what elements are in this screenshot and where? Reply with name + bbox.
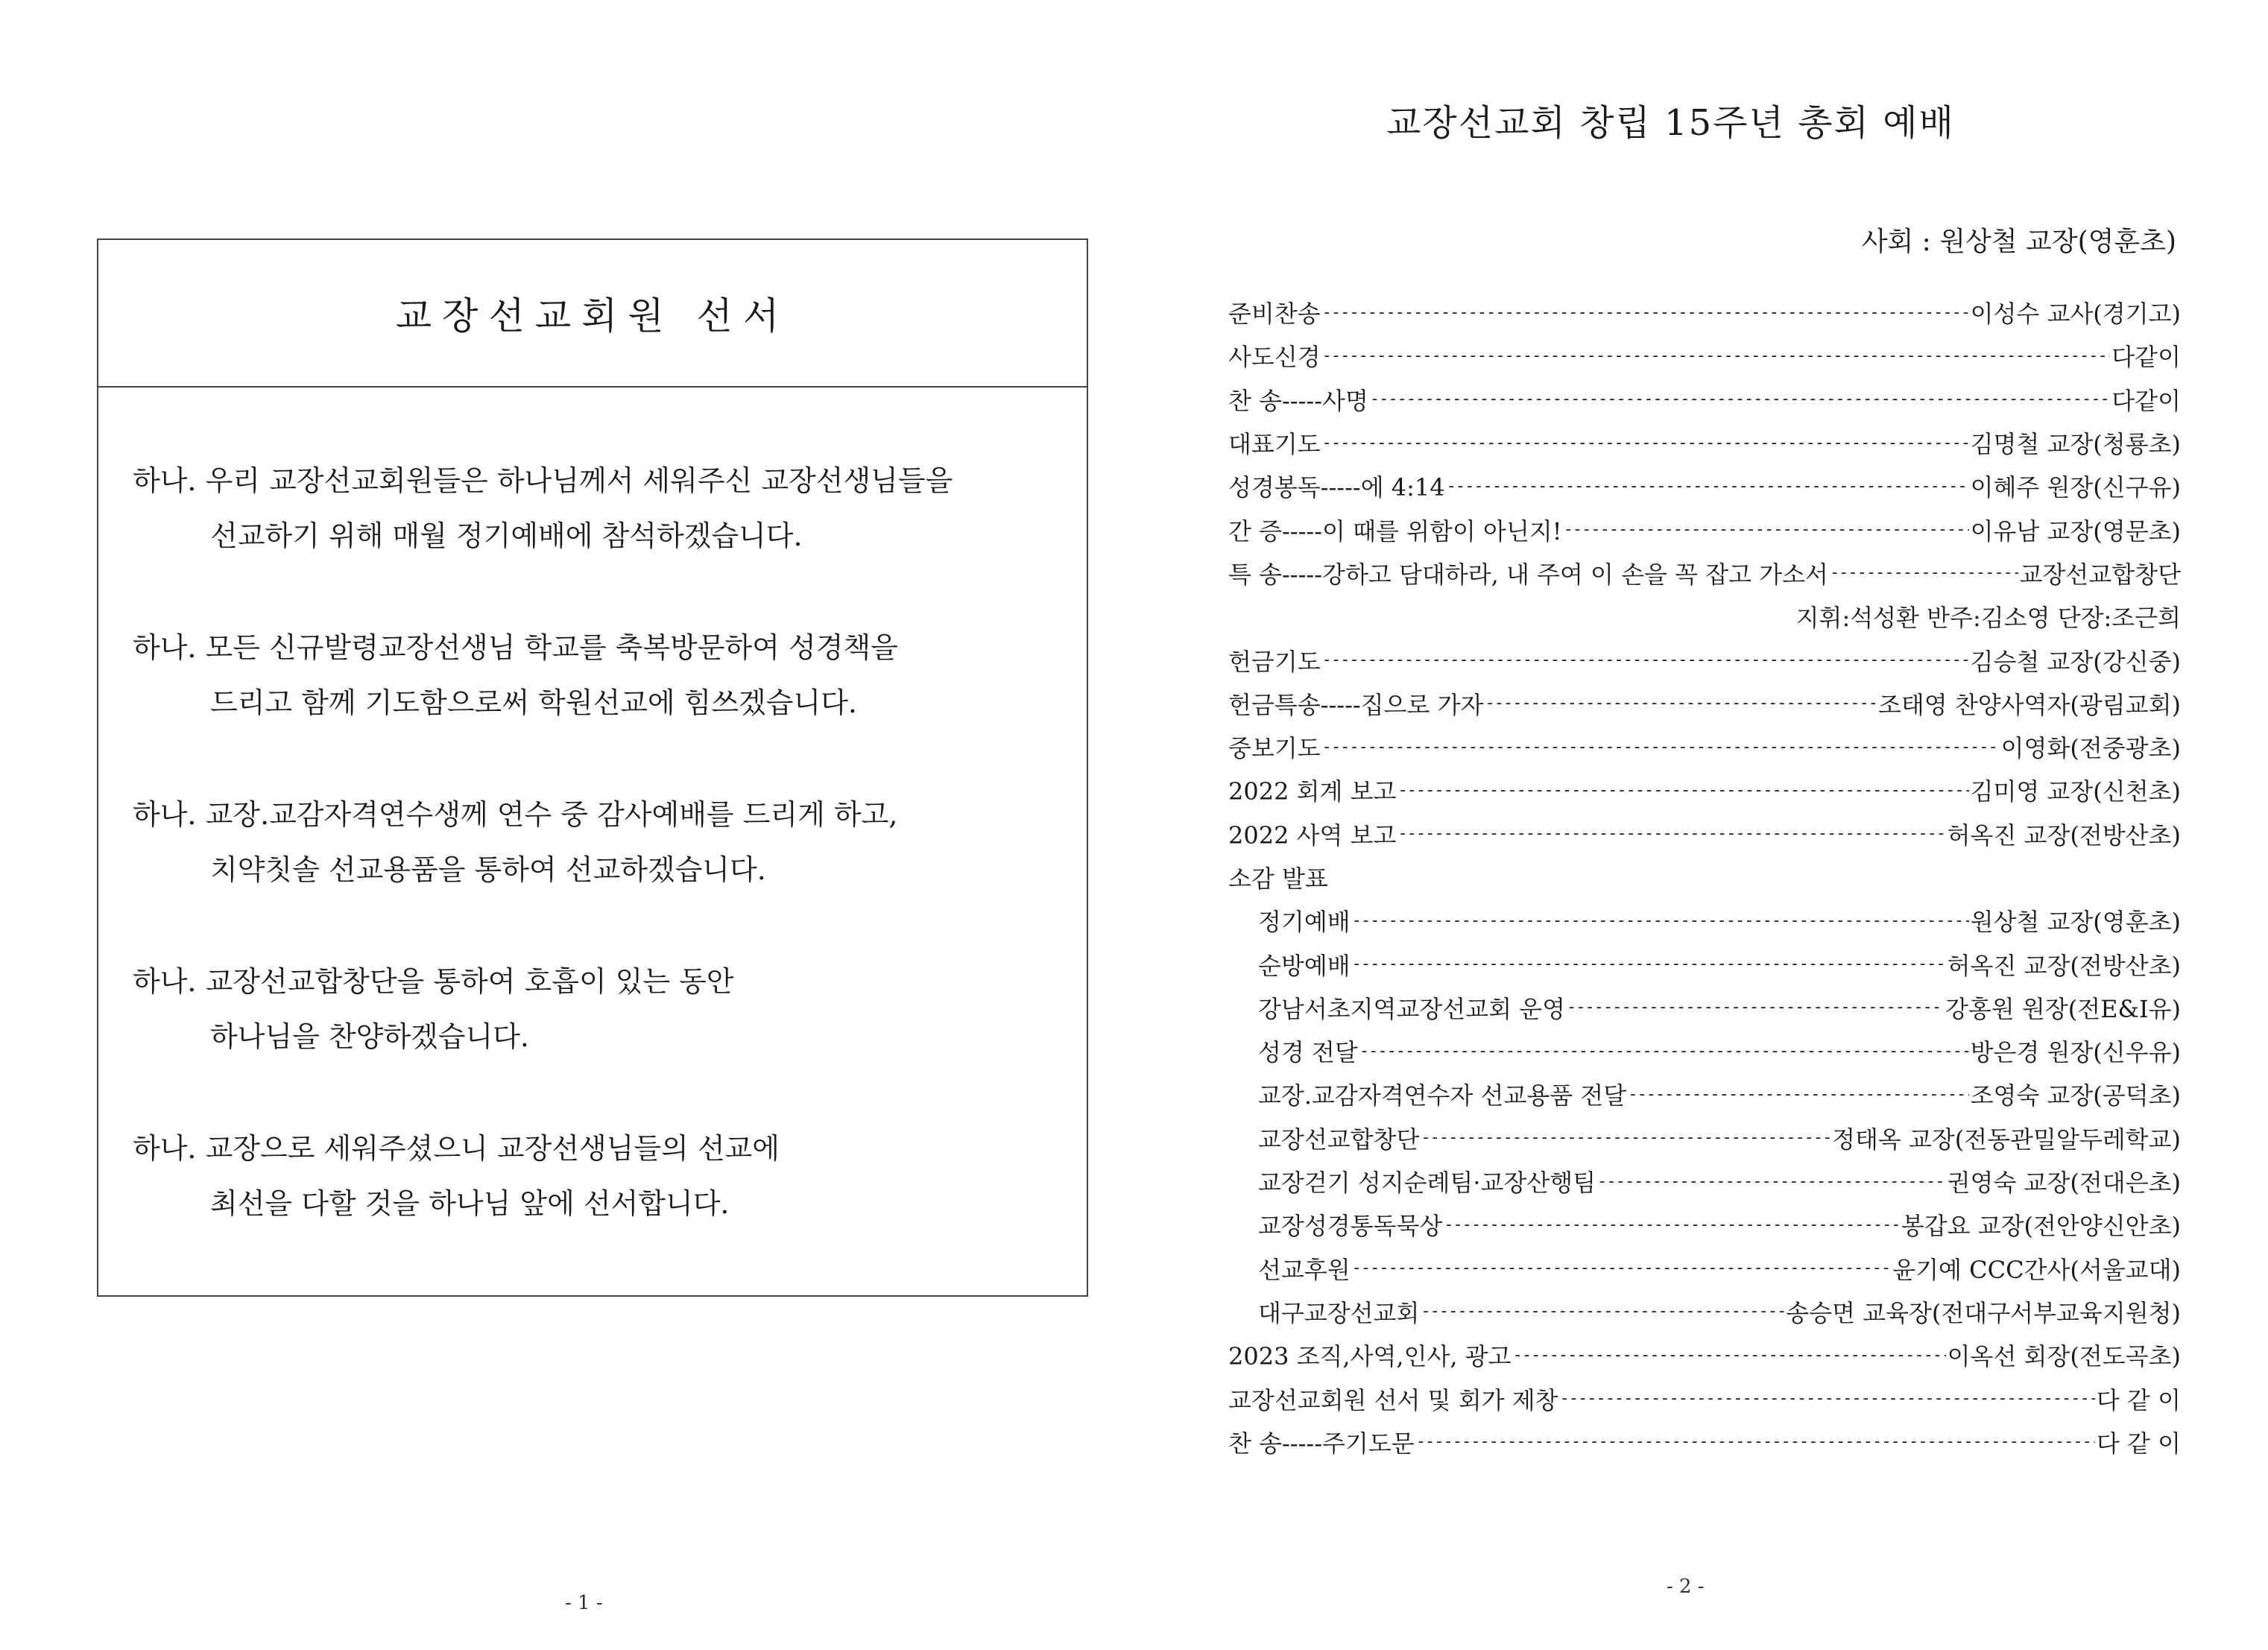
program-row bbox=[1228, 1420, 2181, 1464]
host-line: 사회 : 원상철 교장(영훈초) bbox=[1861, 227, 2176, 257]
dash-leader bbox=[1352, 911, 1969, 930]
program-item-label: 교장선교회원 선서 및 회가 제창 bbox=[1228, 1385, 1558, 1414]
program-item-label: 성경 전달 bbox=[1258, 1038, 1358, 1067]
program-row bbox=[1228, 1116, 2181, 1160]
program-item-person: 정태옥 교장(전동관밀알두레학교) bbox=[1832, 1125, 2181, 1154]
program-title: 교장선교회 창립 15주년 총회 예배 bbox=[1386, 102, 1955, 144]
pledge-line: 하나. 교장선교합창단을 통하여 호흡이 있는 동안 bbox=[133, 965, 734, 998]
program-item-label: 강남서초지역교장선교회 운영 bbox=[1258, 994, 1566, 1023]
program-row bbox=[1228, 464, 2181, 508]
program-item-label: 순방예배 bbox=[1258, 951, 1351, 980]
program-item-label: 대표기도 bbox=[1228, 430, 1321, 459]
program-item-person: 다같이 bbox=[2111, 343, 2181, 372]
dash-leader bbox=[1322, 347, 2111, 365]
program-row bbox=[1228, 378, 2181, 421]
program-row bbox=[1228, 1029, 2181, 1072]
program-item-person: 교장선교합창단 bbox=[2019, 560, 2181, 589]
program-item-label: 찬 송-----주기도문 bbox=[1228, 1429, 1415, 1458]
program-item-person: 허옥진 교장(전방산초) bbox=[1947, 951, 2181, 980]
program-item-person: 이혜주 원장(신구유) bbox=[1970, 473, 2181, 502]
program-item-label: 교장성경통독묵상 bbox=[1258, 1212, 1443, 1241]
program-item-person: 봉갑요 교장(전안양신안초) bbox=[1901, 1212, 2181, 1241]
program-item-person: 지휘:석성환 반주:김소영 단장:조근희 bbox=[1795, 604, 2181, 633]
program-row bbox=[1228, 899, 2181, 942]
dash-leader bbox=[1416, 1432, 2095, 1451]
program-row bbox=[1228, 812, 2181, 856]
program-row bbox=[1228, 551, 2181, 595]
program-row bbox=[1228, 725, 2181, 768]
program-item-person: 원상철 교장(영훈초) bbox=[1970, 908, 2181, 937]
program-row bbox=[1228, 595, 2181, 638]
program-row bbox=[1228, 1333, 2181, 1376]
program-item-label: 특 송-----강하고 담대하라, 내 주여 이 손을 꼭 잡고 가소서 bbox=[1228, 560, 1828, 589]
program-item-person: 허옥진 교장(전방산초) bbox=[1947, 821, 2181, 850]
program-row bbox=[1228, 768, 2181, 812]
dash-leader bbox=[1597, 1172, 1946, 1191]
program-item-person: 김승철 교장(강신중) bbox=[1970, 647, 2181, 676]
pledge-line: 드리고 함께 기도함으로써 학원선교에 힘쓰겠습니다. bbox=[210, 686, 857, 719]
pledge-1 bbox=[133, 453, 1057, 563]
program-item-label: 교장.교감자격연수자 선교용품 전달 bbox=[1258, 1081, 1627, 1110]
program-item-person: 권영숙 교장(전대은초) bbox=[1947, 1169, 2181, 1198]
program-item-label: 2023 조직,사역,인사, 광고 bbox=[1228, 1342, 1512, 1371]
program-item-label: 중보기도 bbox=[1228, 734, 1321, 763]
program-item-label: 사도신경 bbox=[1228, 343, 1321, 372]
program-item-person: 이성수 교사(경기고) bbox=[1970, 300, 2181, 329]
pledge-2 bbox=[133, 620, 1057, 730]
creed-header bbox=[98, 240, 1087, 388]
program-item-label: 2022 사역 보고 bbox=[1228, 821, 1397, 850]
pledge-line: 하나님을 찬양하겠습니다. bbox=[210, 1020, 529, 1053]
creed-body bbox=[98, 388, 1087, 1231]
program-item-person: 이유남 교장(영문초) bbox=[1970, 516, 2181, 546]
pledge-3 bbox=[133, 787, 1057, 897]
creed-box bbox=[97, 238, 1088, 1297]
pledge-4 bbox=[133, 954, 1057, 1064]
dash-leader bbox=[1830, 563, 2018, 582]
dash-leader bbox=[1485, 694, 1876, 712]
program-row bbox=[1228, 856, 2181, 899]
program-item-person: 강홍원 원장(전E&I유) bbox=[1945, 994, 2181, 1023]
program-item-person: 윤기예 CCC간사(서울교대) bbox=[1892, 1255, 2181, 1284]
dash-leader bbox=[1359, 1042, 1969, 1061]
dash-leader bbox=[1447, 477, 1969, 496]
program-row bbox=[1228, 1376, 2181, 1420]
program-row bbox=[1228, 1160, 2181, 1203]
dash-leader bbox=[1322, 434, 1969, 452]
dash-leader bbox=[1444, 1216, 1900, 1234]
program-item-label: 선교후원 bbox=[1258, 1255, 1351, 1284]
program-item-person: 다같이 bbox=[2111, 386, 2181, 415]
program-item-label: 정기예배 bbox=[1258, 908, 1351, 937]
program-item-label: 성경봉독-----에 4:14 bbox=[1228, 473, 1445, 502]
program-item-person: 방은경 원장(신우유) bbox=[1970, 1038, 2181, 1067]
dash-leader bbox=[1322, 738, 2000, 756]
program-item-person: 조영숙 교장(공덕초) bbox=[1970, 1081, 2181, 1110]
dash-leader bbox=[1397, 824, 1945, 843]
program-item-label: 간 증-----이 때를 위함이 아닌지! bbox=[1228, 516, 1562, 546]
program-row bbox=[1228, 942, 2181, 985]
page-number: - 2 - bbox=[1667, 1575, 1705, 1598]
pledge-line: 최선을 다할 것을 하나님 앞에 선서합니다. bbox=[210, 1187, 730, 1220]
program-item-label: 교장선교합창단 bbox=[1258, 1125, 1420, 1154]
dash-leader bbox=[1560, 1389, 2095, 1408]
program-item-person: 다 같 이 bbox=[2096, 1385, 2181, 1414]
program-item-person: 김명철 교장(청룡초) bbox=[1970, 430, 2181, 459]
program-row bbox=[1228, 334, 2181, 377]
program-item-label: 찬 송-----사명 bbox=[1228, 386, 1368, 415]
dash-leader bbox=[1564, 520, 1969, 539]
program-row bbox=[1228, 1203, 2181, 1246]
program-item-person: 조태영 찬양사역자(광림교회) bbox=[1877, 690, 2181, 719]
dash-leader bbox=[1421, 1302, 1784, 1321]
pledge-line: 하나. 교장으로 세워주셨으니 교장선생님들의 선교에 bbox=[133, 1132, 780, 1165]
pledge-line: 하나. 우리 교장선교회원들은 하나님께서 세워주신 교장선생님들을 bbox=[133, 464, 953, 497]
dash-leader bbox=[1567, 998, 1944, 1017]
program-item-label: 2022 회계 보고 bbox=[1228, 777, 1397, 806]
program-row bbox=[1228, 682, 2181, 725]
dash-leader bbox=[1628, 1085, 1968, 1104]
pledge-line: 하나. 모든 신규발령교장선생님 학교를 축복방문하여 성경책을 bbox=[133, 631, 898, 664]
program-item-label: 헌금기도 bbox=[1228, 647, 1321, 676]
dash-leader bbox=[1513, 1346, 1946, 1365]
program-row bbox=[1228, 291, 2181, 334]
dash-leader bbox=[1397, 781, 1968, 800]
pledge-line: 하나. 교장.교감자격연수생께 연수 중 감사예배를 드리게 하고, bbox=[133, 798, 898, 831]
pledge-line: 선교하기 위해 매월 정기예배에 참석하겠습니다. bbox=[210, 519, 803, 552]
program-item-person: 김미영 교장(신천초) bbox=[1970, 777, 2181, 806]
dash-leader bbox=[1352, 1259, 1892, 1277]
program-list bbox=[1228, 291, 2181, 1464]
program-row bbox=[1228, 638, 2181, 681]
program-item-person: 이옥선 회장(전도곡초) bbox=[1947, 1342, 2181, 1371]
pledge-5 bbox=[133, 1121, 1057, 1231]
program-item-person: 다 같 이 bbox=[2096, 1429, 2181, 1458]
program-item-person: 이영화(전중광초) bbox=[2000, 734, 2181, 763]
program-row bbox=[1228, 1072, 2181, 1116]
program-row bbox=[1228, 986, 2181, 1029]
dash-leader bbox=[1322, 651, 1969, 669]
program-row bbox=[1228, 1290, 2181, 1333]
program-row bbox=[1228, 421, 2181, 464]
page-number: - 1 - bbox=[565, 1592, 603, 1614]
program-row bbox=[1228, 508, 2181, 551]
pledge-line: 치약칫솔 선교용품을 통하여 선교하겠습니다. bbox=[210, 853, 766, 886]
program-item-label: 교장걷기 성지순례팀·교장산행팀 bbox=[1258, 1169, 1596, 1198]
dash-leader bbox=[1322, 303, 1969, 322]
program-row bbox=[1228, 1247, 2181, 1290]
creed-title: 교장선교회원 선서 bbox=[395, 294, 790, 338]
dash-leader bbox=[1421, 1128, 1830, 1147]
dash-leader bbox=[1370, 390, 2110, 408]
program-item-label: 소감 발표 bbox=[1228, 864, 1328, 893]
program-item-label: 헌금특송-----집으로 가자 bbox=[1228, 690, 1484, 719]
program-item-label: 대구교장선교회 bbox=[1258, 1298, 1420, 1327]
program-item-person: 송승면 교육장(전대구서부교육지원청) bbox=[1786, 1298, 2181, 1327]
dash-leader bbox=[1352, 955, 1946, 973]
program-item-label: 준비찬송 bbox=[1228, 300, 1321, 329]
